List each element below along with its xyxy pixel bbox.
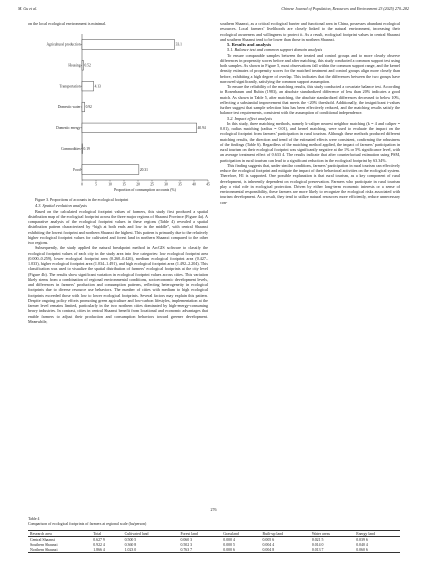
x-tick-label: 5 bbox=[95, 182, 97, 187]
right-paragraph-impact-1: In this study, three matching methods, namely k-caliper nearest neighbor matching (k = 4 and caliper = 0.01), radius matching (radius = 0.01), and kernel matching, were used to evaluate the impact on the ecological footprint from farmers’ participation in rural tourism. Although these methods produced different matching results, the direction and trend of the estimated effects were consistent, confirming the robustness of the findings (Table 6). Regardless of the matching method applied, the impact of farmers’ participation in rural tourism on their ecological footprint was significantly negative at the 1% or 5% significance level, with an average treatment effect of 0.633 4. The results indicate that after counterfactual estimation using PSM, participation in rural tourism can lead to a significant reduction in the ecological footprint by 63.34%. bbox=[220, 120, 400, 163]
data-label: 0.19 bbox=[83, 146, 90, 151]
x-tick-label: 0 bbox=[81, 182, 83, 187]
data-label: 40.94 bbox=[197, 126, 206, 131]
section-heading-spatial: 4.3. Spatial evolution analysis bbox=[35, 203, 87, 209]
category-label: Housing bbox=[68, 63, 81, 68]
table-row bbox=[28, 547, 400, 553]
table-cell: 0.502 3 bbox=[180, 542, 193, 547]
table-cell: 0.922 4 bbox=[93, 542, 105, 547]
left-intro-text: on the local ecological environment is minimal. bbox=[28, 21, 107, 26]
left-paragraph-2: Subsequently, the study applied the natural breakpoint method in ArcGIS software to classify the ecological footprint values of each city in the study area into five categories: low ecological footprint area (0.000–0.259), lower ecological footprint area (0.260–0.426), medium ecological footprint area (0.427–1.033), higher ecological footprint area (1.034–1.491), and high ecological footprint area (1.492–2.204). This classification was used to visualize the spatial distribution of farmers’ ecological footprints at the city level (Figure 4b). The results show significant variation in ecological footprint values across cities. This variation likely stems from a combination of regional environmental conditions, socioeconomic development levels, and differences in farmers’ production and consumption patterns, reflecting heterogeneity in ecological footprints due to diverse resource use behaviors. The number of cities with medium to high ecological footprints exceeded those with low to lower ecological footprints. Several factors may explain this pattern. Despite ongoing policy efforts promoting green agriculture and low-carbon lifestyles, implementation at the farmer level remains limited, particularly in the two northern cities dominated by high-energy-consuming heavy industries. In contrast, cities in central Shaanxi benefit from locational and economic advantages that enable farmers to adjust their production and consumption behaviors toward greener development. Meanwhile, bbox=[28, 245, 208, 324]
regional-footprint-table bbox=[28, 530, 400, 553]
category-label: Commodities bbox=[61, 146, 81, 151]
category-label: Agricultural production bbox=[46, 42, 81, 47]
table-cell: 0.763 7 bbox=[180, 547, 193, 552]
table-header-cell: Total bbox=[93, 531, 102, 536]
table-cell: 0.060 6 bbox=[356, 547, 368, 552]
x-tick-label: 40 bbox=[192, 182, 196, 187]
x-axis-title: Proportion of consumption accounts (%) bbox=[114, 188, 176, 192]
table-header-cell: Research area bbox=[30, 531, 52, 536]
right-paragraph-balance-2: To ensure the reliability of the matching results, this study conducted a covariate balance test. According to Rosenbaum and Rubin (1983), an absolute standardized difference of less than 20% indicates a good match. As shown in Table 5, after matching, the absolute standardized differences decreased to below 10%, reflecting a substantial improvement that meets the <20% threshold. Additionally, the insignificant t-values further suggest that sample selection bias has been effectively reduced, and the matching results satisfy the balance test requirements, consistent with the assumption of conditional independence. bbox=[220, 84, 400, 116]
table-cell: 0.004 4 bbox=[262, 542, 275, 547]
table-cell: 0.014 0 bbox=[311, 542, 324, 547]
table-header-cell: Grassland bbox=[223, 531, 239, 536]
table-cell: Central Shaanxi bbox=[30, 537, 55, 542]
page-number: 276 bbox=[210, 507, 217, 512]
table-header-cell: Energy land bbox=[356, 531, 376, 536]
right-paragraph-impact-2: This finding suggests that, under similar conditions, farmers’ participation in rural tourism can effectively reduce the ecological footprint and mitigate the impact of their behavioral activities on the ecological system. Therefore, H1 is supported. One possible explanation is that rural tourism, as a key component of rural development, is inherently dependent on ecological preservation. Farmers who participate in rural tourism play a vital role in ecological protection. Driven by either long-term economic interests or a sense of environmental responsibility, these farmers are more likely to recognize the ecological risks associated with tourism development. As a result, they tend to utilize natural resources more efficiently, reduce unnecessary con- bbox=[220, 162, 400, 205]
table-cell: 0.021 5 bbox=[311, 537, 324, 542]
bar bbox=[82, 102, 85, 112]
table-cell: 0.039 6 bbox=[356, 537, 368, 542]
left-paragraph-1: Based on the calculated ecological footprint values of farmers, this study first produced a spatial distribution map of the ecological footprint across the three major regions of Shaanxi Province (Figure 4a). A comparative analysis of the ecological footprint values in these regions (Table 4) revealed a spatial distribution pattern characterized by “high at both ends and low in the middle”, with central Shaanxi exhibiting the lowest footprint and northern Shaanxi the highest. This pattern is primarily due to the relatively higher ecological footprint values for cultivated and forest land in northern Shaanxi compared to the other two regions. bbox=[28, 208, 208, 245]
right-paragraph-top: southern Shaanxi, as a critical ecological barrier and functional area in China, possesses abundant ecological resources. Local farmers’ livelihoods are closely linked to the natural environment, increasing their ecological awareness and willingness to protect it. As a result, ecological footprint values in central Shaanxi and southern Shaanxi tend to be lower than those in northern Shaanxi. bbox=[220, 21, 400, 42]
x-tick-label: 45 bbox=[206, 182, 210, 187]
category-label: Domestic water bbox=[57, 105, 81, 110]
table-header-cell: Forest land bbox=[180, 531, 198, 536]
table-cell: 0.004 8 bbox=[262, 547, 275, 552]
x-tick-label: 15 bbox=[122, 182, 126, 187]
bar bbox=[82, 144, 83, 154]
bar bbox=[82, 60, 83, 70]
table-cell: 0.000 6 bbox=[223, 547, 235, 552]
x-tick-label: 35 bbox=[178, 182, 182, 187]
right-paragraph-balance-1: To ensure comparable samples between the treated and control groups and to more clearly observe differences in propensity scores before and after matching, this study conducted a common support test using both samples. As shown in Figure 5, most observations fall within the common support range, and the kernel density estimates of propensity scores for the matched treatment and control groups align more closely than before, exhibiting a high degree of overlap. This indicates that the differences between the two groups have narrowed significantly, satisfying the common support assumption. bbox=[220, 52, 400, 84]
data-label: 0.92 bbox=[85, 105, 92, 110]
table-header-cell: Built-up land bbox=[262, 531, 284, 536]
subsection-heading-balance: 5.1. Balance test and common support domain analysis bbox=[227, 47, 323, 53]
running-header-authors: M. Gu et al. bbox=[18, 6, 38, 11]
x-tick-label: 10 bbox=[108, 182, 112, 187]
table-cell: 0.360 8 bbox=[124, 542, 137, 547]
bar bbox=[82, 123, 197, 133]
table-cell: 0.005 6 bbox=[262, 537, 275, 542]
table-cell: 1.866 4 bbox=[93, 547, 105, 552]
x-tick-label: 30 bbox=[164, 182, 168, 187]
table-cell: 0.627 9 bbox=[93, 537, 105, 542]
figure-caption: Figure 3. Proportions of accounts in the ecological footprint bbox=[35, 198, 129, 202]
x-tick-label: 20 bbox=[136, 182, 140, 187]
table-cell: 0.040 4 bbox=[356, 542, 368, 547]
bar bbox=[82, 40, 175, 50]
section-heading-results: 5. Results and analysis bbox=[227, 42, 272, 47]
data-label: 33.1 bbox=[175, 42, 182, 47]
table-cell: 1.023 0 bbox=[124, 547, 137, 552]
subsection-heading-impact: 5.2. Impact effect analysis bbox=[227, 115, 272, 121]
table-cell: 0.500 5 bbox=[124, 537, 137, 542]
table-cell: 0.000 5 bbox=[223, 542, 235, 547]
data-label: 0.52 bbox=[84, 63, 91, 68]
x-tick-label: 25 bbox=[150, 182, 154, 187]
bar bbox=[82, 81, 94, 91]
category-label: Transportation bbox=[59, 84, 81, 89]
table-cell: 0.013 7 bbox=[311, 547, 324, 552]
table-header-cell: Cultivated land bbox=[124, 531, 149, 536]
table-header-cell: Water areas bbox=[311, 531, 330, 536]
bar bbox=[82, 165, 139, 175]
category-label: Domestic energy bbox=[56, 126, 81, 131]
table-caption: Comparison of ecological footprints of farmers at regional scale (ha/person) bbox=[28, 522, 147, 526]
data-label: 4.13 bbox=[94, 84, 101, 89]
running-header-journal: Chinese Journal of Population, Resources and Environment 23 (2025) 270–282 bbox=[281, 6, 409, 11]
table-cell: 0.000 4 bbox=[223, 537, 235, 542]
table-caption-block bbox=[28, 517, 146, 527]
table-cell: Northern Shaanxi bbox=[30, 547, 58, 552]
table-cell: 0.060 3 bbox=[180, 537, 193, 542]
consumption-accounts-bar-chart bbox=[28, 30, 218, 195]
table-cell: Southern Shaanxi bbox=[30, 542, 58, 547]
data-label: 20.31 bbox=[139, 167, 148, 172]
category-label: Food bbox=[73, 167, 81, 172]
table-title: Table 4 bbox=[28, 517, 40, 521]
